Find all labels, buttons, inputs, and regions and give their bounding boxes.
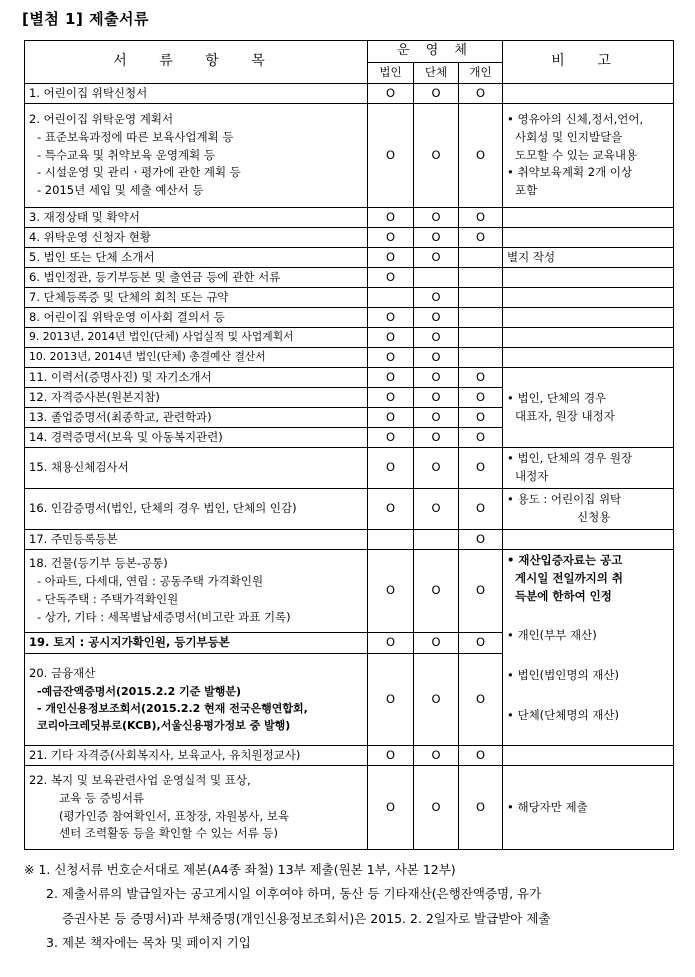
table-row: 2. 어린이집 위탁운영 계획서 - 표준보육과정에 따른 보육사업계획 등 - 특수교육 및 취약보육 운영계획 등 - 시설운영 및 관리ㆍ평가에 관한 계획 등 - 2015년 세입 및 세출 예산서 등 O O O • 영유아의 신체,정서,언어, 사회성 및 인지발달을 도모할 수 있는 교육내용 • 취약보육계획 2개 이상 포함 bbox=[25, 104, 674, 208]
remark-cell: • 해당자만 제출 bbox=[503, 766, 674, 850]
table-row: 10. 2013년, 2014년 법인(단체) 총결예산 결산서 O O bbox=[25, 348, 674, 368]
table-row: 21. 기타 자격증(사회복지사, 보육교사, 유치원정교사) O O O bbox=[25, 746, 674, 766]
note-1: ※ 1. 신청서류 번호순서대로 제본(A4종 좌철) 13부 제출(원본 1부, 사본 12부) bbox=[24, 862, 456, 877]
table-row: 14. 경력증명서(보육 및 아동복지관련) O O O bbox=[25, 428, 674, 448]
remark-cell: • 재산입증자료는 공고 게시일 전일까지의 취 득분에 한하여 인정 • 개인(부부 재산) • 법인(법인명의 재산) • 단체(단체명의 재산) bbox=[503, 550, 674, 746]
table-row: 3. 재정상태 및 확약서 O O O bbox=[25, 208, 674, 228]
remark-cell: 별지 작성 bbox=[503, 248, 674, 268]
page-title: [별첨 1] 제출서류 bbox=[22, 10, 150, 28]
note-3: 3. 제본 책자에는 목차 및 페이지 기입 bbox=[46, 935, 251, 951]
header-org: 단체 bbox=[414, 63, 459, 84]
remark-cell: • 법인, 단체의 경우 대표자, 원장 내정자 bbox=[503, 368, 674, 448]
table-row: 11. 이력서(증명사진) 및 자기소개서 O O O • 법인, 단체의 경우 대표자, 원장 내정자 bbox=[25, 368, 674, 388]
table-row: 20. 금융재산 -예금잔액증명서(2015.2.2 기준 발행분) - 개인신용정보조회서(2015.2.2 현재 전국은행연합회, 코리아크레딧뷰로(KCB),서울신용평가정보 중 발행) O O O bbox=[25, 654, 674, 746]
remark-cell: • 용도 : 어린이집 위탁 신청용 bbox=[503, 489, 674, 530]
header-operator: 운 영 체 bbox=[368, 41, 503, 63]
header-item: 서 류 항 목 bbox=[25, 41, 368, 84]
table-row: 4. 위탁운영 신청자 현황 O O O bbox=[25, 228, 674, 248]
table-row: 16. 인감증명서(법인, 단체의 경우 법인, 단체의 인감) O O O • 용도 : 어린이집 위탁 신청용 bbox=[25, 489, 674, 530]
table-row: 7. 단체등록증 및 단체의 회칙 또는 규약 O bbox=[25, 288, 674, 308]
table-row: 13. 졸업증명서(최종학교, 관련학과) O O O bbox=[25, 408, 674, 428]
table-row: 6. 법인정관, 등기부등본 및 출연금 등에 관한 서류 O bbox=[25, 268, 674, 288]
table-row: 15. 채용신체검사서 O O O • 법인, 단체의 경우 원장 내정자 bbox=[25, 448, 674, 489]
table-row: 9. 2013년, 2014년 법인(단체) 사업실적 및 사업계획서 O O bbox=[25, 328, 674, 348]
note-2: 2. 제출서류의 발급일자는 공고게시일 이후여야 하며, 동산 등 기타재산(은행잔액증명, 유가 bbox=[46, 886, 542, 902]
table-row: 5. 법인 또는 단체 소개서 O O 별지 작성 bbox=[25, 248, 674, 268]
table-row: 8. 어린이집 위탁운영 이사회 결의서 등 O O bbox=[25, 308, 674, 328]
table-row: 19. 토지 : 공시지가확인원, 등기부등본 O O O bbox=[25, 633, 674, 654]
remark-cell: • 법인, 단체의 경우 원장 내정자 bbox=[503, 448, 674, 489]
remark-cell: • 영유아의 신체,정서,언어, 사회성 및 인지발달을 도모할 수 있는 교육내용 • 취약보육계획 2개 이상 포함 bbox=[503, 104, 674, 208]
document-table bbox=[24, 40, 674, 850]
header-indiv: 개인 bbox=[459, 63, 503, 84]
table-row: 12. 자격증사본(원본지참) O O O bbox=[25, 388, 674, 408]
table-row: 1. 어린이집 위탁신청서 O O O bbox=[25, 84, 674, 104]
header-remark: 비 고 bbox=[503, 41, 674, 84]
header-corp: 법인 bbox=[368, 63, 414, 84]
table-row: 18. 건물(등기부 등본-공통) - 아파트, 다세대, 연립 : 공동주택 가격확인원 - 단독주택 : 주택가격확인원 - 상가, 기타 : 세목별납세증명서(비고란 과표 기록) O O O • 재산입증자료는 공고 게시일 전일까지의 취 득분에 한하여 인정 • 개인(부부 재산) • 법인(법인명의 재산) • 단체(단체명의 재산) bbox=[25, 550, 674, 633]
note-2-cont: 증권사본 등 증명서)과 부채증명(개인신용정보조회서)은 2015. 2. 2일자로 발급받아 제출 bbox=[62, 910, 551, 926]
footnotes bbox=[24, 858, 674, 956]
table-row: 17. 주민등록등본 O bbox=[25, 530, 674, 550]
table-row: 22. 복지 및 보육관련사업 운영실적 및 표상, 교육 등 증빙서류 (평가인증 참여확인서, 표창장, 자원봉사, 보육 센터 조력활동 등을 확인할 수 있는 서류 등) O O O • 해당자만 제출 bbox=[25, 766, 674, 850]
